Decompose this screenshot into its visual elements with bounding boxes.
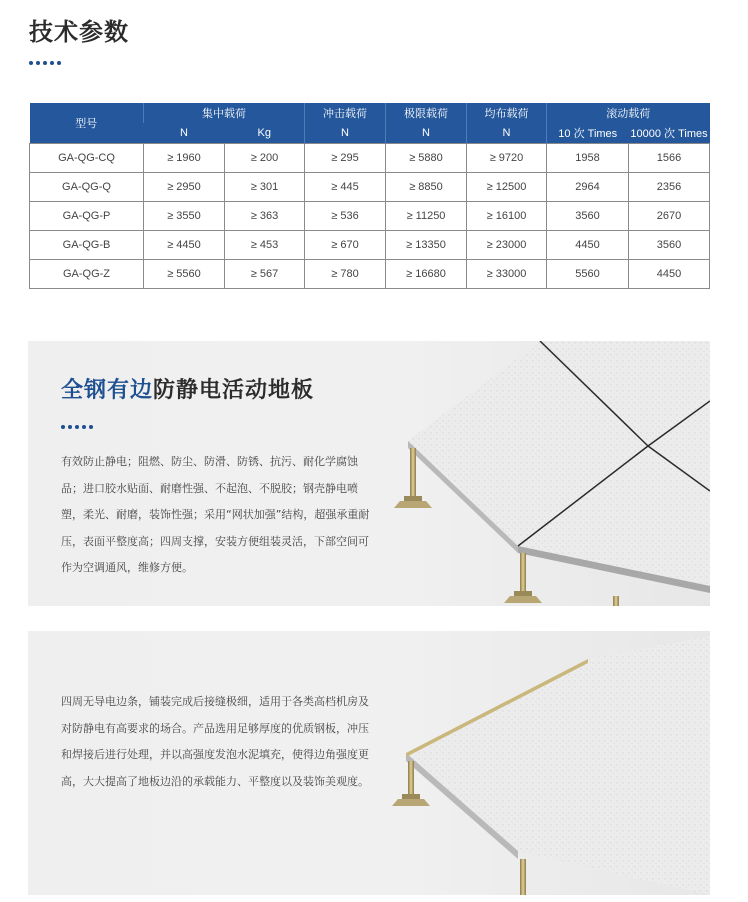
title-dots-decoration [29, 61, 61, 65]
table-cell: 4450 [547, 231, 629, 260]
table-cell: 3560 [629, 231, 710, 260]
table-cell: ≥ 23000 [467, 231, 547, 260]
table-cell: GA-QG-Q [30, 173, 144, 202]
table-cell: 3560 [547, 202, 629, 231]
table-cell: ≥ 2950 [144, 173, 225, 202]
table-cell: ≥ 3550 [144, 202, 225, 231]
table-cell: ≥ 200 [225, 144, 305, 173]
table-row [30, 260, 710, 289]
unit-cell: N [467, 123, 547, 144]
table-cell: ≥ 8850 [386, 173, 467, 202]
table-cell: ≥ 295 [305, 144, 386, 173]
panel-title-rest: 防静电活动地板 [153, 378, 315, 403]
table-cell: 2356 [629, 173, 710, 202]
table-cell: ≥ 16100 [467, 202, 547, 231]
panel-title-highlight: 全钢有边 [61, 378, 154, 403]
header-impact-load: 冲击载荷 [305, 103, 386, 123]
table-cell: ≥ 1960 [144, 144, 225, 173]
table-cell: ≥ 363 [225, 202, 305, 231]
table-cell: ≥ 670 [305, 231, 386, 260]
table-cell: ≥ 5560 [144, 260, 225, 289]
table-cell: 1958 [547, 144, 629, 173]
table-row [30, 202, 710, 231]
table-cell: 4450 [629, 260, 710, 289]
table-cell: ≥ 13350 [386, 231, 467, 260]
table-cell: GA-QG-Z [30, 260, 144, 289]
product-panel-edgeless [28, 631, 710, 895]
table-cell: 5560 [547, 260, 629, 289]
product-panel-edged [28, 341, 710, 606]
table-cell: ≥ 11250 [386, 202, 467, 231]
table-cell: 2964 [547, 173, 629, 202]
table-row [30, 231, 710, 260]
table-cell: ≥ 33000 [467, 260, 547, 289]
table-header-row [30, 103, 710, 123]
unit-cell: N [386, 123, 467, 144]
table-cell: 2670 [629, 202, 710, 231]
panel-description: 四周无导电边条，铺装完成后接缝极细，适用于各类高档机房及对防静电有高要求的场合。产品选用足够厚度的优质钢板，冲压和焊接后进行处理，并以高强度发泡水泥填充，使得边角强度更高，大大提高了地板边沿的承载能力、平整度以及装饰美观度。 [61, 695, 369, 788]
table-cell: 1566 [629, 144, 710, 173]
unit-cell: N [144, 123, 225, 144]
table-cell: ≥ 780 [305, 260, 386, 289]
unit-cell: 10000 次 Times [629, 123, 710, 144]
table-cell: GA-QG-B [30, 231, 144, 260]
page-title: 技术参数 [29, 18, 129, 46]
table-cell: ≥ 453 [225, 231, 305, 260]
table-cell: GA-QG-P [30, 202, 144, 231]
table-cell: ≥ 536 [305, 202, 386, 231]
table-cell: ≥ 16680 [386, 260, 467, 289]
table-cell: ≥ 445 [305, 173, 386, 202]
panel-title [61, 373, 314, 404]
table-cell: ≥ 4450 [144, 231, 225, 260]
unit-cell: Kg [225, 123, 305, 144]
spec-table [29, 103, 710, 289]
unit-cell: 10 次 Times [547, 123, 629, 144]
header-model: 型号 [30, 103, 144, 144]
table-cell: ≥ 12500 [467, 173, 547, 202]
table-cell: GA-QG-CQ [30, 144, 144, 173]
table-cell: ≥ 5880 [386, 144, 467, 173]
table-row [30, 173, 710, 202]
table-row [30, 144, 710, 173]
unit-cell: N [305, 123, 386, 144]
panel-description: 有效防止静电；阻燃、防尘、防滑、防锈、抗污、耐化学腐蚀品；进口胶水贴面、耐磨性强、不起泡、不脱胶；钢壳静电喷塑，柔光、耐磨，装饰性强；采用“网状加强”结构，超强承重耐压，表面平整度高；四周支撑，安装方便组装灵活，下部空间可作为空调通风，维修方便。 [61, 455, 370, 574]
header-ultimate-load: 极限载荷 [386, 103, 467, 123]
header-concentrated-load: 集中载荷 [144, 103, 305, 123]
table-cell: ≥ 9720 [467, 144, 547, 173]
table-cell: ≥ 567 [225, 260, 305, 289]
header-uniform-load: 均布载荷 [467, 103, 547, 123]
table-cell: ≥ 301 [225, 173, 305, 202]
header-rolling-load: 滚动载荷 [547, 103, 710, 123]
panel-dots-decoration [61, 425, 93, 429]
